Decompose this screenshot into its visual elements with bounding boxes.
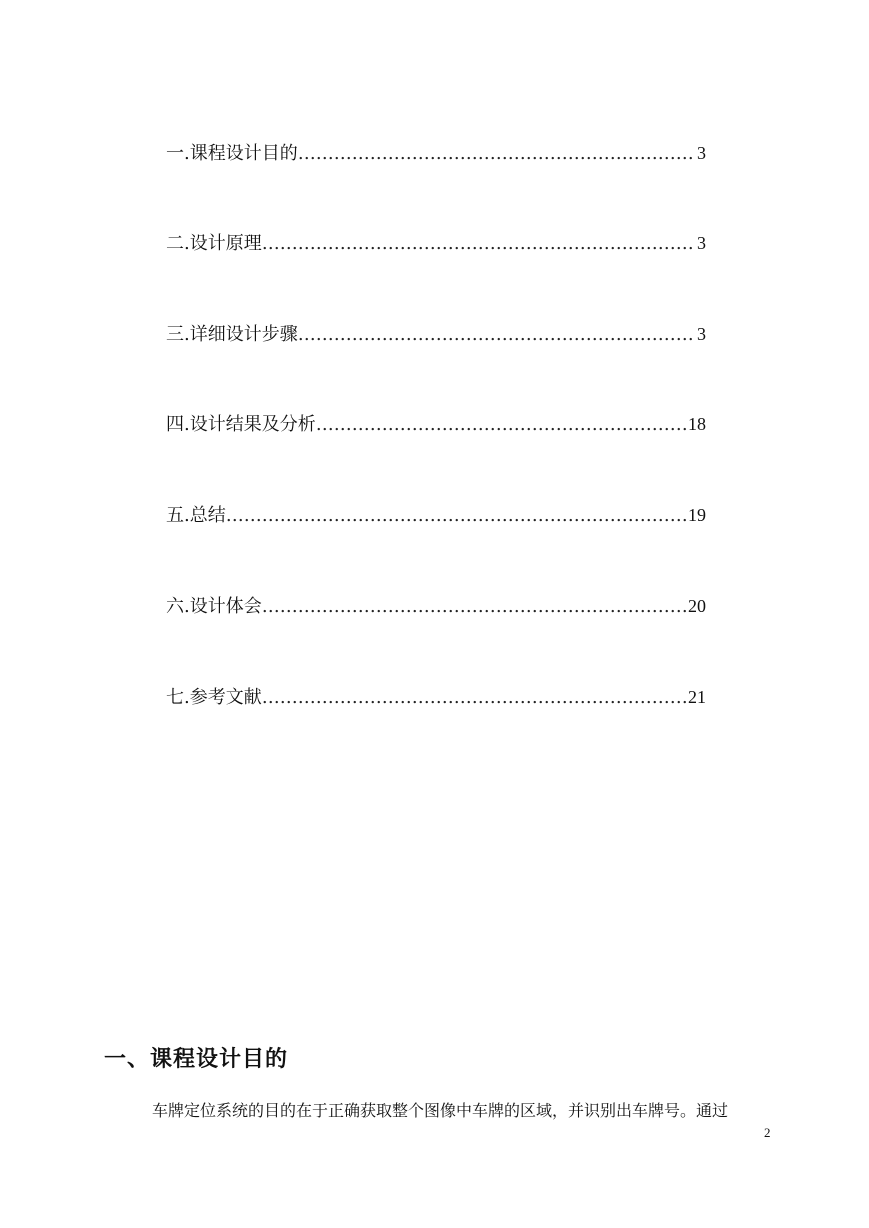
toc-entry-number: 七. bbox=[166, 687, 190, 708]
toc-leader-dots bbox=[298, 322, 695, 348]
toc-entry-4[interactable] bbox=[166, 411, 706, 437]
toc-leader-dots bbox=[262, 594, 686, 620]
toc-entry-title: 课程设计目的 bbox=[189, 143, 298, 164]
toc-entry-number: 六. bbox=[166, 596, 190, 617]
toc-entry-5[interactable] bbox=[166, 502, 706, 528]
toc-entry-page: 3 bbox=[697, 233, 706, 253]
toc-entry-title: 设计结果及分析 bbox=[189, 414, 316, 435]
toc-entry-7[interactable] bbox=[166, 684, 706, 710]
toc-entry-page: 18 bbox=[688, 414, 706, 434]
toc-leader-dots bbox=[316, 412, 686, 438]
toc-entry-1[interactable] bbox=[166, 140, 706, 166]
body-paragraph: 车牌定位系统的目的在于正确获取整个图像中车牌的区域，并识别出车牌号。通过 bbox=[152, 1101, 729, 1120]
toc-entry-page: 21 bbox=[688, 687, 706, 707]
toc-entry-title: 总结 bbox=[189, 505, 226, 526]
toc-entry-number: 二. bbox=[166, 233, 190, 254]
section-heading: 一、课程设计目的 bbox=[104, 1047, 289, 1072]
toc-leader-dots bbox=[226, 503, 686, 529]
toc-leader-dots bbox=[262, 231, 695, 257]
toc-entry-number: 一. bbox=[166, 143, 190, 164]
toc-entry-title: 参考文献 bbox=[189, 687, 262, 708]
toc-entry-page: 3 bbox=[697, 143, 706, 163]
toc-entry-page: 19 bbox=[688, 505, 706, 525]
toc-entry-number: 五. bbox=[166, 505, 190, 526]
toc-leader-dots bbox=[298, 141, 695, 167]
toc-entry-number: 四. bbox=[166, 414, 190, 435]
toc-entry-page: 3 bbox=[697, 324, 706, 344]
toc-entry-number: 三. bbox=[166, 324, 190, 345]
page-number: 2 bbox=[764, 1125, 771, 1140]
toc-entry-title: 设计体会 bbox=[189, 596, 262, 617]
toc-entry-title: 设计原理 bbox=[189, 233, 262, 254]
toc-leader-dots bbox=[262, 685, 686, 711]
toc-entry-3[interactable] bbox=[166, 321, 706, 347]
toc-entry-6[interactable] bbox=[166, 593, 706, 619]
toc-entry-2[interactable] bbox=[166, 230, 706, 256]
toc-entry-page: 20 bbox=[688, 596, 706, 616]
toc-entry-title: 详细设计步骤 bbox=[189, 324, 298, 345]
